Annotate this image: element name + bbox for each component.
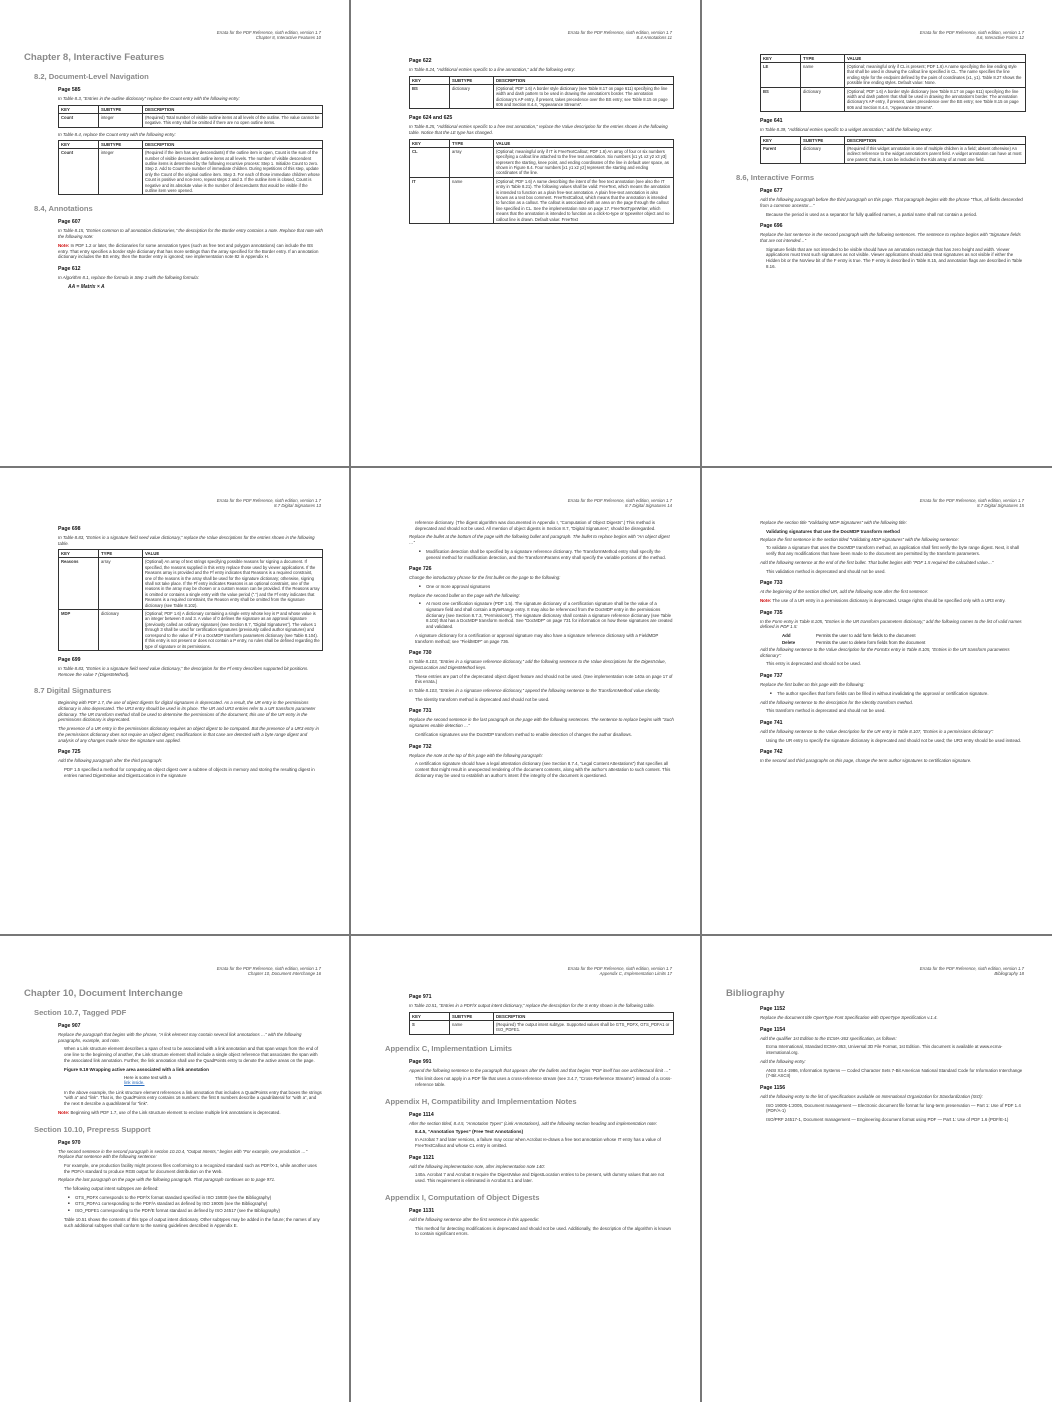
page-reference: Page 726 xyxy=(409,566,432,573)
page-reference: Page 730 xyxy=(409,650,432,657)
table-cell: Reasons xyxy=(59,558,99,610)
body-text: Table 10.51 shows the contents of this type of output intent dictionary. Other subtypes may be added in the future; the names of any such additional subtypes shall conform to the naming guidelines described in Appendix E. xyxy=(64,1216,320,1228)
table-cell: (Required if the item has any descendants) If the outline item is open, Count is the sum of the number of visible descendent outline items at all levels. The number of visible descendent outline items is determined by the following recursive process: Step 1. Initialize Count to zero. Step 2. Add to Count the number of immediate children. During repetitions of this step, update only the Count of the original outline item. Step 3. For each of those immediate children whose Count is positive and non-zero, repeat steps 2 and 3. If the outline item is closed, Count is negative and its absolute value is the number of descendants that would be visible if the outline item were opened. xyxy=(143,149,323,195)
definition-row xyxy=(782,640,1026,645)
page-body xyxy=(726,988,1026,1394)
note-paragraph: Note: In PDF 1.2 or later, the dictionaries for some annotation types (such as free text and polygon annotations) can include the BS entry. That entry specifies a border style dictionary that has more settings than the array specified for the Border entry. If an annotation dictionary includes the BS entry, then the Border entry is ignored; see implementation note 82 in Appendix H. xyxy=(58,242,319,260)
list-item: ■ One or more approval signatures xyxy=(421,584,674,590)
page-reference: Page 970 xyxy=(58,1139,81,1146)
running-header-line: Errata for the PDF Reference, sixth edition, version 1.7 xyxy=(216,498,321,503)
page-reference: Page 732 xyxy=(409,743,432,750)
instruction-text: Replace the document title OpenType Font Specification with OpenType Specification v.1.4. xyxy=(760,1015,938,1020)
instruction-text: Replace the first bullet on this page with the following: xyxy=(760,682,865,688)
instruction-text: In Algorithm 8.1, replace the formula in Step 3 with the following formula: xyxy=(58,274,199,280)
body-text: Certification signatures use the DocMDP transform method to enable detection of changes the author disallows. xyxy=(415,731,632,737)
table-header-row xyxy=(410,76,674,84)
column-header: KEY xyxy=(59,141,99,149)
figure-line: Here is some text with a xyxy=(124,1074,171,1080)
page-reference: Page 741 xyxy=(760,719,783,726)
table-header-row xyxy=(410,1012,674,1020)
instruction-text: In Table 8.24, “Additional entries specific to a line annotation,” add the following entry: xyxy=(409,67,576,72)
instruction-text: Replace the bullet at the bottom of the page with the following bullet and paragraph. The bullet to replace begins with “An object digest …” xyxy=(409,534,670,546)
table-cell: (Optional) An array of text strings specifying possible reasons for signing a document. If specified, the reasons supplied in this entry replace those used by viewer applications. If the Reasons array is provided and the Ff entry indicates that Reasons is a required constraint, one of the reasons in the array shall be used for the signature dictionary; otherwise, signing shall not take place. If the Ff entry indicates Reasons is an optional constraint, one of the reasons in the array may be chosen or a custom reason can be provided. If the Reasons array is omitted or contains a single entry with the value period (“.”) and the Ff entry indicates that Reasons is a required constraint, the Reason entry shall be omitted from the signature dictionary (see Table 8.102). xyxy=(143,558,323,610)
running-header-line: 8.7 Digital Signatures 13 xyxy=(274,503,321,509)
body-text: Signature fields that are not intended to be visible should have an annotation rectangle that has zero height and width. Viewer applications must treat such signatures as not visible. Viewer applications should also treat signatures as not visible if either the Hidden bit or the NoView bit of the F entry is true. The F entry is described in Table 8.15, and annotation flags are described in Table 8.16. xyxy=(766,246,1023,269)
list-item: ■ Modification detection shall be specified by a signature reference dictionary. The TransformMethod entry shall specify the general method for modification detection, and the TransformParams entry shall specify the variable portions of the method. xyxy=(421,549,674,560)
running-header-line: Errata for the PDF Reference, sixth edition, version 1.7 xyxy=(567,30,672,35)
page-reference: Page 1154 xyxy=(760,1026,786,1033)
body-text: ISO/PRF 24517-1, Document management — Engineering document format using PDF — Part 1: Use of PDF 1.6 (PDF/E-1) xyxy=(766,1117,1009,1123)
table-row xyxy=(410,147,674,177)
table-cell: dictionary xyxy=(801,87,845,112)
instruction-text: In Table 8.103, “Entries in a signature reference dictionary,” append the following sentence to the TransformMethod value Identity. xyxy=(409,688,661,694)
body-text: This transform method is deprecated and should not be used. xyxy=(766,708,886,714)
page-reference: Page 622 xyxy=(409,58,432,64)
page-reference: Page 624 and 625 xyxy=(409,115,453,122)
body-text: In Acrobat 7 and later versions, a failure may occur when Acrobat re-draws a free text annotation whose IT entry has a value of FreeTextCallout and whose CL entry is omitted. xyxy=(415,1137,661,1149)
figure-link-text[interactable]: link inside. xyxy=(124,1080,145,1086)
page-thumbnail[interactable] xyxy=(351,0,700,466)
running-header xyxy=(217,30,321,41)
entry-table xyxy=(58,105,323,128)
instruction-text: Add the following sentence at the end of the first bullet. That bullet begins with “PDF 1.5 required the calculated value…” xyxy=(760,559,994,565)
definition-text: Permits the user to delete form fields from the document xyxy=(816,640,926,646)
column-header: VALUE xyxy=(143,550,323,558)
table-row xyxy=(410,1020,674,1034)
list-item: ■ The author specifies that form fields can be filled in without invalidating the approval or certification signature. xyxy=(772,691,1026,697)
column-header: KEY xyxy=(410,139,450,147)
page-reference: Page 1131 xyxy=(409,1207,435,1214)
running-header xyxy=(217,498,321,509)
note-label: Note: xyxy=(58,1109,70,1115)
instruction-text: In Table 8.25, “Additional entries specific to a free text annotation,” replace the Value description for the entries shown in the following table. Notice that the LE type has changed. xyxy=(409,124,668,136)
page-reference: Page 585 xyxy=(58,87,81,93)
chapter-heading: Chapter 8, Interactive Features xyxy=(24,52,165,63)
column-header: SUBTYPE xyxy=(450,76,494,84)
column-header: KEY xyxy=(761,55,801,63)
instruction-text: After the section titled, 8.4.5, “Annotation Types” (Link Annotations), add the following section heading and implementation note: xyxy=(409,1120,657,1126)
instruction-text: The second sentence in the second paragraph in section 10.10.4, “Output Intents,” begins with “For example, one production …” Replace that sentence with the following sentence: xyxy=(58,1148,308,1160)
table-cell: S xyxy=(410,1020,450,1034)
bullet-list xyxy=(421,601,674,630)
caption: 8.4.5, “Annotation Types” (Free Text Annotations) xyxy=(415,1129,524,1135)
entry-table xyxy=(409,139,674,224)
formula: AA = Matrix × A xyxy=(68,283,105,290)
section-heading: Appendix I, Computation of Object Digests xyxy=(385,1192,540,1202)
instruction-text: In Table 8.83, “Entries in a signature field seed value dictionary,” replace the Value descriptions for the entries shown in the following table. xyxy=(58,535,315,546)
bullet-list xyxy=(421,584,674,590)
table-cell: integer xyxy=(99,113,143,127)
column-header: SUBTYPE xyxy=(99,105,143,113)
table-header-row xyxy=(59,105,323,113)
running-header-line: Chapter 10, Document Interchange 16 xyxy=(247,971,321,977)
running-header-line: 8.7 Digital Signatures 15 xyxy=(977,503,1024,509)
body-text: A signature dictionary for a certification or approval signature may also have a signature reference dictionary with a FieldMDP transform method; see “FieldMDP” on page 736. xyxy=(415,632,659,644)
figure-example xyxy=(124,1075,323,1086)
column-header: SUBTYPE xyxy=(450,1012,494,1020)
running-header-line: Errata for the PDF Reference, sixth edition, version 1.7 xyxy=(216,966,321,971)
entry-table xyxy=(409,76,674,110)
table-cell: BS xyxy=(410,84,450,109)
body-text: In the above example, the Link structure element references a link annotation that includes a QuadPoints entry that boxes the strings “with a” and “link”. That is, the QuadPoints entry contains 16 numbers: the first 8 numbers describe a quadrilateral for “with a”, and the next 8 describe a quadrilateral for “link”. xyxy=(64,1089,322,1107)
table-cell: CL xyxy=(410,147,450,177)
list-item: ■ GTS_PDFX corresponds to the PDF/X format standard specified in ISO 15930 (see the Bibliography) xyxy=(70,1195,323,1201)
table-cell: Count xyxy=(59,149,99,195)
instruction-text: Replace the paragraph that begins with the phrase, “A link element may contain several link annotations …” with the following paragraphs, example, and note. xyxy=(58,1032,302,1043)
body-text: The following output intent subtypes are defined: xyxy=(64,1186,159,1192)
table-cell: (Optional; PDF 1.6) A dictionary containing a single entry whose key is P and whose value is an integer between 0 and 3. A value of 0 defines the signature as an approval signature (previously called an ordinary signature) (see Section 8.7, “Digital Signatures”). The values 1 through 3 shall be used for certification signatures (previously called author signatures) and correspond to the value of P in a DocMDP transform parameters dictionary (see Table 8.104). If this entry is not present or does not contain a P entry, no rules shall be defined regarding the type of signature or its permissions. xyxy=(143,610,323,651)
table-cell: dictionary xyxy=(801,144,845,163)
definition-row xyxy=(782,633,1026,638)
page-reference: Page 737 xyxy=(760,673,783,680)
list-item: ■ ISO_PDFE1 corresponding to the PDF/E format standard as defined by ISO 24517 (see the Bibliography) xyxy=(70,1208,323,1214)
note-label: Note: xyxy=(58,242,70,248)
instruction-text: Add the following sentence to the Value description for the FormEx entry in Table 8.105, “Entries in the UR transform parameters dictionary”: xyxy=(760,647,1010,658)
instruction-text: At the beginning of the section titled UR, add the following note after the first sentence: xyxy=(760,589,929,595)
chapter-heading: Bibliography xyxy=(726,988,785,999)
running-header xyxy=(920,966,1024,977)
instruction-text: The presence of a UR entry in the permissions dictionary requires an object digest to be computed. But the presence of a UR3 entry in the permissions dictionary does not require an object digest; modifications in that case are detected with a byte range digest and analysis of any changes made since the signature was applied. xyxy=(58,726,319,743)
table-cell: dictionary xyxy=(450,84,494,109)
note-paragraph: Note: The use of a UR entry in a permissions dictionary is deprecated. Usage rights should be specified only with a UR3 entry. xyxy=(760,597,1006,603)
body-text: Using the UR entry to specify the signature dictionary is deprecated and should not be used; the UR3 entry should be used instead. xyxy=(766,737,1022,743)
page-body xyxy=(375,52,674,458)
chapter-heading: Chapter 10, Document Interchange xyxy=(24,988,183,999)
body-text: Because the period is used as a separator for fully qualified names, a partial name shall not contain a period. xyxy=(766,211,978,217)
column-header: SUBTYPE xyxy=(99,141,143,149)
entry-table xyxy=(760,54,1026,112)
running-header-line: Chapter 8, Interactive Features 10 xyxy=(255,35,321,41)
body-text: A certification signature should have a legal attestation dictionary (see Section 8.7.4, “Legal Content Attestations”) that specifies all content that might result in unexpected rendering of the document contents, along with the author’s attestation to such content. This dictionary may be used to establish an author’s intent if the integrity of the document is questioned. xyxy=(415,761,671,778)
page-body xyxy=(726,52,1026,458)
page-thumbnail[interactable] xyxy=(351,468,700,934)
table-row xyxy=(59,149,323,195)
running-header-line: Appendix C, Implementation Limits 17 xyxy=(599,971,672,977)
table-cell: (Required) The output intent subtype. Supported values shall be GTS_PDFX, GTS_PDFA1 or ISO_PDFE1. xyxy=(494,1020,674,1034)
table-header-row xyxy=(410,139,674,147)
page-body xyxy=(375,520,674,926)
instruction-text: Add the following sentence to the Value description for the UR entry in Table 8.107, “Entries in a permissions dictionary”: xyxy=(760,728,994,734)
entry-table xyxy=(409,1012,674,1035)
page-thumbnail[interactable] xyxy=(0,0,349,466)
column-header: KEY xyxy=(59,105,99,113)
table-header-row xyxy=(761,55,1026,63)
instruction-text: Replace the first sentence in the section titled “Validating MDP signatures” with the following sentence: xyxy=(760,536,959,542)
body-text: This method for detecting modifications is deprecated and should not be used. Additionally, the description of the algorithm is known to contain significant errors. xyxy=(415,1225,671,1237)
column-header: DESCRIPTION xyxy=(845,136,1026,144)
page-reference: Page 696 xyxy=(760,223,783,230)
instruction-text: Replace the second sentence in the last paragraph on the page with the following sentences. The sentence to replace begins with “Such signatures enable detection …” xyxy=(409,717,674,729)
instruction-text: Append the following sentence to the paragraph that appears after the bullets and that begins “PDF itself has one architectural limit …” xyxy=(409,1067,671,1073)
caption: Figure 9.19 Wrapping active area associated with a link annotation xyxy=(64,1066,209,1072)
column-header: KEY xyxy=(410,1012,450,1020)
table-cell: LE xyxy=(761,63,801,88)
body-text: Ecma International, Standard ECMA-363, Universal 3D File Format, 1st Edition. This document is available at www.ecma-international.org. xyxy=(766,1044,1003,1056)
body-text: These entries are part of the deprecated object digest feature and should not be used. (See implementation note 140a on page 17 of this errata.) xyxy=(415,673,673,685)
page-thumbnail[interactable] xyxy=(702,0,1052,466)
table-cell: BS xyxy=(761,87,801,112)
section-heading: 8.2, Document-Level Navigation xyxy=(34,72,149,81)
body-text: To validate a signature that uses the DocMDP transform method, an application shall first verify the byte range digest. Next, it shall verify that any modifications that have been made to the document are permitted by the transform parameters. xyxy=(766,545,1019,557)
table-cell: IT xyxy=(410,177,450,223)
column-header: TYPE xyxy=(99,550,143,558)
column-header: TYPE xyxy=(801,55,845,63)
page-reference: Page 731 xyxy=(409,708,432,715)
page-reference: Page 1114 xyxy=(409,1111,434,1118)
column-header: KEY xyxy=(59,550,99,558)
instruction-text: Add the following implementation note, after implementation note 140: xyxy=(409,1163,545,1169)
column-header: TYPE xyxy=(450,139,494,147)
instruction-text: In Table 8.39, “Additional entries specific to a widget annotation,” add the following entry: xyxy=(760,127,932,133)
table-cell: dictionary xyxy=(99,610,143,651)
page-reference: Page 733 xyxy=(760,580,783,587)
list-item: ■ GTS_PDFA1 corresponding to the PDF/A standard as defined by ISO 19005 (see the Bibliography) xyxy=(70,1201,323,1207)
instruction-text: Add the following entry to the list of specifications available on International Organization for Standardization (ISO): xyxy=(760,1093,983,1099)
page-reference: Page 1156 xyxy=(760,1084,786,1091)
page-reference: Page 907 xyxy=(58,1023,81,1029)
table-cell: (Required if this widget annotation is one of multiple children in a field; absent otherwise) An indirect reference to the widget annotation’s parent field. A widget annotation can have at most one parent; that is, it can be included in the Kids array of at most one field. xyxy=(845,144,1026,163)
table-cell: (Optional; PDF 1.6) A name describing the intent of the free text annotation (see also the IT entry in Table 8.21). The following values shall be valid: FreeText, which means the annotation is intended to function as a plain free-text annotation. A plain free-text annotation is also known as a text box comment. FreeTextCallout, which means that the annotation is intended to function as a callout. The callout is associated with an area on the page through the callout line specified in CL. See the implementation note on page 17. FreeTextTypeWriter, which means that the annotation is intended to function as a click-to-type or typewriter object and no callout line is drawn. Default value: FreeText xyxy=(494,177,674,223)
instruction-text: In Table 8.3, “Entries in the outline dictionary” replace the Count entry with the following entry: xyxy=(58,96,240,101)
instruction-text: In the Form entry in Table 8.105, “Entries in the UR transform parameters dictionary,” add the following names to the list of valid names defined in PDF 1.5: xyxy=(760,618,1022,630)
running-header-line: 8.4 Annotations 11 xyxy=(636,35,672,41)
section-heading: Section 10.10, Prepress Support xyxy=(34,1124,151,1134)
page-reference: Page 742 xyxy=(760,749,783,756)
instruction-text: Add the following sentence to the description for the Identity transform method. xyxy=(760,699,914,705)
entry-table xyxy=(58,549,323,651)
instruction-text: In Table 8.103, “Entries in a signature reference dictionary,” add the following sentence to the Value descriptions for the DigestValue, DigestLocation and DigestMethod keys. xyxy=(409,659,666,670)
instruction-text: Change the introductory phrase for the first bullet on the page to the following: xyxy=(409,575,561,581)
body-text: This limit does not apply in a PDF file that uses a cross-reference stream (see 3.4.7, “Cross-Reference Streams”) instead of a cross-reference table. xyxy=(415,1076,672,1087)
page-reference: Page 677 xyxy=(760,188,783,195)
instruction-text: Replace the section title “Validating MDP Signatures” with the following title: xyxy=(760,520,907,525)
page-thumbnail[interactable] xyxy=(702,936,1052,1402)
body-text: ANSI X3.4-1986, Information Systems — Coded Character Sets 7-Bit American National Standard Code for Information Interchange (7-Bit ASCII) xyxy=(766,1067,1023,1079)
table-row xyxy=(410,177,674,223)
bullet-list xyxy=(772,691,1026,697)
page-body xyxy=(24,520,323,926)
running-header xyxy=(568,498,672,509)
table-cell: Count xyxy=(59,113,99,127)
table-cell: name xyxy=(801,63,845,88)
section-heading: Section 10.7, Tagged PDF xyxy=(34,1008,127,1017)
table-cell: name xyxy=(450,177,494,223)
running-header xyxy=(568,966,672,977)
page-reference: Page 1152 xyxy=(760,1006,786,1012)
instruction-text: Add the qualifier 1st Edition to the ECMA-363 specification, as follows: xyxy=(760,1035,897,1041)
running-header xyxy=(920,498,1024,509)
column-header: VALUE xyxy=(494,139,674,147)
table-row xyxy=(59,558,323,610)
column-header: DESCRIPTION xyxy=(494,1012,674,1020)
table-row xyxy=(761,144,1026,163)
instruction-text: Replace the second bullet on the page with the following: xyxy=(409,592,520,598)
column-header: DESCRIPTION xyxy=(143,141,323,149)
column-header: DESCRIPTION xyxy=(143,105,323,113)
instruction-text: Add the following entry: xyxy=(760,1058,806,1064)
page-reference: Page 607 xyxy=(58,219,81,226)
bullet-list xyxy=(70,1195,323,1214)
body-text: 140a. Acrobat 7 and Acrobat 8 require the DigestValue and DigestLocation entries to be present, with dummy values that are not used. This requirement is eliminated in Acrobat 8.1 and later. xyxy=(415,1172,665,1184)
running-header-line: Errata for the PDF Reference, sixth edition, version 1.7 xyxy=(919,30,1024,35)
page-body xyxy=(726,520,1026,926)
table-cell: (Optional; PDF 1.6) A border style dictionary (see Table 8.17 on page 611) specifying the line width and dash pattern that shall be used in drawing the annotation’s border. The annotation dictionary’s AP entry, if present, takes precedence over the BS entry; see Table 8.15 on page 606 and Section 8.4.4, “Appearance Streams”. xyxy=(845,87,1026,112)
table-cell: (Optional; meaningful only if IT is FreeTextCallout; PDF 1.6) An array of four or six numbers specifying a callout line attached to the free text annotation. Six numbers [x1 y1 x2 y2 x3 y3] represent the starting, knee point, and ending coordinates of the line in default user space, as shown in Figure 8.4. Four numbers [x1 y1 x2 y2] represent the starting and ending coordinates of the line. xyxy=(494,147,674,177)
table-row xyxy=(59,610,323,651)
running-header-line: Errata for the PDF Reference, sixth edition, version 1.7 xyxy=(216,30,321,35)
section-heading: 8.7 Digital Signatures xyxy=(34,686,112,696)
page-reference: Page 612 xyxy=(58,265,81,272)
entry-table xyxy=(58,140,323,195)
running-header-line: Bibliography 18 xyxy=(994,971,1024,977)
instruction-text: Add the following sentence after the first sentence in this appendix: xyxy=(409,1216,540,1222)
table-cell: (Optional; PDF 1.6) A border style dictionary (see Table 8.17 on page 611) specifying the line width and dash pattern to be used in drawing the annotation’s border. The annotation dictionary’s AP entry, if present, takes precedence over the BS entry; see Table 8.15 on page 606 and Section 8.4.4, “Appearance Streams”. xyxy=(494,84,674,109)
page-reference: Page 725 xyxy=(58,749,81,756)
body-text: This entry is deprecated and should not be used. xyxy=(766,661,861,667)
definition-term: Add xyxy=(782,633,791,639)
page-thumbnail[interactable] xyxy=(0,468,349,934)
page-thumbnail[interactable] xyxy=(0,936,349,1402)
page-reference: Page 971 xyxy=(409,994,432,1000)
instruction-text: In Table 10.51, “Entries in a PDF/X output intent dictionary,” replace the description for the S entry shown in the following table. xyxy=(409,1003,655,1008)
section-heading: 8.6, Interactive Forms xyxy=(736,173,815,183)
instruction-text: Beginning with PDF 1.7, the use of object digests for digital signatures is deprecated. As a result, the UR entry in the permissions dictionary is also deprecated. The UR3 entry should be used in its place. The UR and UR3 entries refer to a UR transform parameter dictionary. The UR transform method shall be used to determine the permissions of the document; this use of the UR entry in the permissions dictionary is deprecated. xyxy=(58,700,316,723)
page-thumbnail[interactable] xyxy=(702,468,1052,934)
page-body xyxy=(24,52,323,458)
bullet-list xyxy=(421,549,674,560)
instruction-text: Replace the note at the top of this page with the following paragraph: xyxy=(409,752,543,758)
body-text: This validation method is deprecated and should not be used. xyxy=(766,568,886,574)
running-header-line: 8.6, Interactive Forms 12 xyxy=(976,35,1024,41)
running-header xyxy=(568,30,672,41)
running-header-line: Errata for the PDF Reference, sixth edition, version 1.7 xyxy=(919,966,1024,971)
running-header-line: Errata for the PDF Reference, sixth edition, version 1.7 xyxy=(567,498,672,503)
page-reference: Page 699 xyxy=(58,656,81,663)
instruction-text: In Table 8.83, “Entries in a signature field seed value dictionary,” the description for the Ff entry describes supported bit positions. Remove the value 7 (DigestMethod). xyxy=(58,665,309,677)
column-header: KEY xyxy=(761,136,801,144)
entry-table xyxy=(760,136,1026,164)
instruction-text: In Table 8.15, “Entries common to all annotation dictionaries,” the description for the Border entry contains a note. Replace that note with the following note: xyxy=(58,228,323,240)
instruction-text: Add the following paragraph before the third paragraph on this page. That paragraph begins with the phrase “Thus, all fields descended from a common ancestor…” xyxy=(760,197,1023,208)
column-header: KEY xyxy=(410,76,450,84)
table-cell: (Optional; meaningful only if CL is present; PDF 1.6) A name specifying the line ending style that shall be used in drawing the callout line specified in CL. The name specifies the line ending style for the endpoint defined by the pairs of coordinates (x1, y1). Table 8.27 shows the possible line ending styles. Default value: None. xyxy=(845,63,1026,88)
note-paragraph: Note: Beginning with PDF 1.7, use of the Link structure element to enclose multiple link annotations is deprecated. xyxy=(58,1109,281,1115)
table-cell: MDP xyxy=(59,610,99,651)
running-header-line: Errata for the PDF Reference, sixth edition, version 1.7 xyxy=(919,498,1024,503)
body-text: The Identity transform method is deprecated and should not be used. xyxy=(415,696,550,702)
table-header-row xyxy=(59,141,323,149)
definition-text: Permits the user to add form fields to the document xyxy=(816,633,916,639)
table-header-row xyxy=(59,550,323,558)
running-header-line: Errata for the PDF Reference, sixth edition, version 1.7 xyxy=(567,966,672,971)
table-row xyxy=(59,113,323,127)
body-text: reference dictionary. (The digest algorithm was documented in Appendix I, “Computation of Object Digests”.) This method is deprecated and should not be used. All mention of object digests in Section 8.7, “Digital Signatures”, should be disregarded. xyxy=(415,520,656,531)
page-reference: Page 735 xyxy=(760,609,783,616)
running-header xyxy=(217,966,321,977)
caption: Validating signatures that use the DocMDP transform method xyxy=(766,528,900,534)
list-item: ■ At most one certification signature (PDF 1.5). The signature dictionary of a certification signature shall be the value of a signature field and shall contain a ByteRange entry. It may also be referenced from the DocMDP entry in the permissions dictionary (see Section 8.7.3, “Permissions”). The signature dictionary shall contain a signature reference dictionary (see Table 8.102) that has a DocMDP transform method. See “DocMDP” on page 731 for information on how these signatures are created and validated. xyxy=(421,601,674,630)
table-cell: array xyxy=(99,558,143,610)
page-reference: Page 698 xyxy=(58,526,81,532)
section-heading: Appendix H, Compatibility and Implementation Notes xyxy=(385,1096,577,1106)
instruction-text: Replace the last sentence in the second paragraph with the following sentences. The sentence to replace begins with “Signature fields that are not intended…” xyxy=(760,232,1021,243)
table-cell: integer xyxy=(99,149,143,195)
page-reference: Page 641 xyxy=(760,118,783,125)
column-header: DESCRIPTION xyxy=(494,76,674,84)
instruction-text: In Table 8.4, replace the Count entry with the following entry: xyxy=(58,131,176,137)
instruction-text: In the second and third paragraphs on this page, change the term author signatures to certification signature. xyxy=(760,758,972,764)
body-text: When a Link structure element describes a span of text to be associated with a link annotation and that span wraps from the end of one line to the beginning of another, the Link structure element shall include a single object reference that associates the span with the associated link annotation. Further, the link annotation shall use the QuadPoints entry to denote the active areas on the page. xyxy=(64,1046,319,1063)
table-cell: (Required) Total number of visible outline items at all levels of the outline. The value cannot be negative. This entry shall be omitted if there are no open outline items. xyxy=(143,113,323,127)
body-text: For example, one production facility might process files conforming to a recognized standard such as PDF/X-1, while another uses the PDF/A standard to produce RGB output for document distribution on the Web. xyxy=(64,1162,317,1174)
page-body xyxy=(24,988,323,1394)
section-heading: 8.4, Annotations xyxy=(34,204,93,214)
definition-term: Delete xyxy=(782,640,796,646)
note-label: Note: xyxy=(760,597,772,603)
section-heading: Appendix C, Implementation Limits xyxy=(385,1043,512,1053)
table-cell: array xyxy=(450,147,494,177)
instruction-text: Add the following paragraph after the third paragraph: xyxy=(58,758,163,764)
table-header-row xyxy=(761,136,1026,144)
running-header-line: 8.7 Digital Signatures 14 xyxy=(625,503,672,509)
body-text: PDF 1.5 specified a method for computing an object digest over a subtree of objects in memory and storing the resulting digest in entries named DigestValue and DigestLocation in the signature xyxy=(64,766,315,778)
page-thumbnail[interactable] xyxy=(351,936,700,1402)
instruction-text: Replace the last paragraph on the page with the following paragraph. That paragraph continues on to page 971. xyxy=(58,1177,276,1183)
running-header xyxy=(920,30,1024,41)
table-cell: name xyxy=(450,1020,494,1034)
body-text: ISO 19005-1:2005, Document management — Electronic document file format for long-term preservation — Part 1: Use of PDF 1.4 (PDF/A-1) xyxy=(766,1102,1021,1114)
table-row xyxy=(761,87,1026,112)
table-row xyxy=(761,63,1026,88)
page-reference: Page 991 xyxy=(409,1058,432,1065)
table-cell: Parent xyxy=(761,144,801,163)
column-header: VALUE xyxy=(845,55,1026,63)
column-header: SUBTYPE xyxy=(801,136,845,144)
page-reference: Page 1121 xyxy=(409,1154,435,1161)
table-row xyxy=(410,84,674,109)
page-body xyxy=(375,988,674,1394)
